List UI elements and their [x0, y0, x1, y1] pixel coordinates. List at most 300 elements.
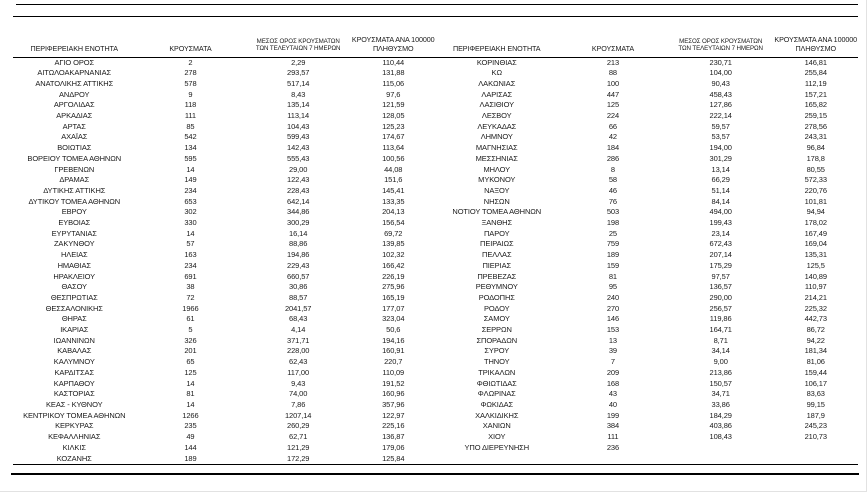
- per100k-cell: 145,41: [382, 185, 405, 195]
- cases-cell: 85: [186, 121, 195, 131]
- region-cell: ΧΑΛΚΙΔΙΚΗΣ: [475, 410, 519, 420]
- region-cell: ΑΝΑΤΟΛΙΚΗΣ ΑΤΤΙΚΗΣ: [35, 78, 114, 88]
- cases-cell: 65: [186, 357, 195, 367]
- cases-cell: 95: [608, 282, 618, 292]
- table-row: [436, 186, 859, 197]
- table-row: [13, 165, 436, 176]
- avg7-cell: 97,57: [711, 271, 730, 281]
- table-row: [436, 154, 859, 165]
- avg7-cell: 136,57: [709, 282, 732, 292]
- per100k-cell: 131,88: [382, 68, 405, 78]
- table-row: [436, 143, 859, 154]
- cases-cell: 111: [607, 432, 619, 442]
- per100k-cell: 128,05: [382, 111, 405, 121]
- region-cell: ΘΕΣΣΑΛΟΝΙΚΗΣ: [45, 303, 103, 313]
- avg7-cell: 403,86: [709, 421, 732, 431]
- col-header-region: ΠΕΡΙΦΕΡΕΙΑΚΗ ΕΝΟΤΗΤΑ: [13, 17, 136, 57]
- cases-cell: 184: [606, 143, 620, 153]
- table-row: [436, 282, 859, 293]
- region-cell: ΠΕΙΡΑΙΩΣ: [480, 239, 514, 249]
- table-row: [13, 368, 436, 379]
- per100k-cell: 110,09: [382, 367, 405, 377]
- avg7-cell: 34,14: [711, 346, 730, 356]
- table-row: [13, 68, 436, 79]
- col-header-cases: ΚΡΟΥΣΜΑΤΑ: [136, 17, 246, 57]
- avg7-cell: 121,29: [287, 442, 310, 452]
- table-row: [436, 100, 859, 111]
- per100k-cell: 187,9: [806, 410, 825, 420]
- cases-cell: 14: [186, 378, 195, 388]
- cases-cell: 240: [606, 292, 620, 302]
- per100k-cell: 225,16: [382, 421, 405, 431]
- cases-cell: 595: [184, 153, 197, 163]
- per100k-cell: 204,13: [382, 207, 405, 217]
- table-row: [13, 389, 436, 400]
- table-row: [436, 293, 859, 304]
- avg7-cell: 517,14: [287, 78, 310, 88]
- table-row: [13, 197, 436, 208]
- per100k-cell: 226,19: [382, 271, 405, 281]
- avg7-cell: 16,14: [289, 228, 308, 238]
- region-cell: [436, 454, 559, 465]
- cases-cell: 125: [606, 100, 620, 110]
- table-row: [436, 304, 859, 315]
- cases-cell: 302: [184, 207, 197, 217]
- per100k-cell: [773, 454, 858, 465]
- region-cell: ΑΡΤΑΣ: [62, 121, 86, 131]
- per100k-cell: 160,96: [382, 389, 405, 399]
- avg7-cell: 119,86: [709, 314, 732, 324]
- avg7-cell: 51,14: [711, 185, 730, 195]
- avg7-cell: 642,14: [287, 196, 310, 206]
- region-cell: ΚΑΒΑΛΑΣ: [57, 346, 92, 356]
- region-cell: ΡΕΘΥΜΝΟΥ: [475, 282, 518, 292]
- per100k-cell: 220,7: [384, 357, 403, 367]
- per100k-cell: 245,23: [804, 421, 827, 431]
- region-cell: ΚΩ: [491, 68, 502, 78]
- per100k-cell: 442,73: [804, 314, 827, 324]
- cases-table-right: [436, 17, 859, 465]
- region-cell: ΗΜΑΘΙΑΣ: [57, 260, 91, 270]
- per100k-cell: 125,84: [382, 453, 405, 463]
- table-row: [13, 261, 436, 272]
- region-cell: ΘΑΣΟΥ: [61, 282, 87, 292]
- region-cell: ΜΗΛΟΥ: [483, 164, 511, 174]
- table-row: [13, 443, 436, 454]
- per100k-cell: 81,06: [806, 357, 825, 367]
- region-cell: ΣΥΡΟΥ: [484, 346, 510, 356]
- table-row: [13, 100, 436, 111]
- table-row: [13, 90, 436, 101]
- avg7-cell: 293,57: [287, 68, 310, 78]
- cases-cell: 201: [184, 346, 197, 356]
- col-header-per100k: ΚΡΟΥΣΜΑΤΑ ΑΝΑ 100000 ΠΛΗΘΥΣΜΟ: [773, 17, 858, 57]
- cases-cell: 278: [184, 68, 197, 78]
- per100k-cell: 165,19: [382, 292, 405, 302]
- per100k-cell: 96,84: [806, 143, 825, 153]
- cases-cell: 61: [186, 314, 195, 324]
- table-row: [436, 400, 859, 411]
- cases-cell: 2: [188, 57, 193, 67]
- region-cell: ΑΓΙΟ ΟΡΟΣ: [54, 57, 95, 67]
- col-header-cases: ΚΡΟΥΣΜΑΤΑ: [558, 17, 668, 57]
- per100k-cell: 112,19: [804, 78, 827, 88]
- region-cell: ΙΩΑΝΝΙΝΩΝ: [53, 335, 95, 345]
- avg7-cell: 68,43: [289, 314, 308, 324]
- region-cell: ΠΡΕΒΕΖΑΣ: [477, 271, 517, 281]
- top-rule-line: [16, 4, 858, 5]
- avg7-cell: 260,29: [287, 421, 310, 431]
- table-row: [436, 432, 859, 443]
- per100k-cell: 115,06: [382, 78, 405, 88]
- per100k-cell: 323,04: [382, 314, 405, 324]
- avg7-cell: 458,43: [709, 89, 732, 99]
- avg7-cell: 84,14: [711, 196, 730, 206]
- avg7-cell: 142,43: [287, 143, 310, 153]
- region-cell: ΕΒΡΟΥ: [61, 207, 87, 217]
- table-row: [436, 165, 859, 176]
- per100k-cell: 121,59: [382, 100, 405, 110]
- table-row: [13, 239, 436, 250]
- per100k-cell: 146,81: [804, 57, 827, 67]
- cases-cell: 159: [606, 260, 620, 270]
- table-row: [13, 272, 436, 283]
- region-cell: ΗΡΑΚΛΕΙΟΥ: [53, 271, 96, 281]
- per100k-cell: 191,52: [382, 378, 405, 388]
- region-cell: ΚΕΑΣ - ΚΥΘΝΟΥ: [46, 400, 103, 409]
- table-row: [436, 421, 859, 432]
- cases-cell: 72: [186, 292, 195, 302]
- per100k-cell: 140,89: [804, 271, 827, 281]
- avg7-cell: 29,00: [289, 164, 308, 174]
- per100k-cell: 178,02: [804, 218, 827, 228]
- cases-cell: 235: [184, 421, 197, 431]
- table-row: [436, 325, 859, 336]
- avg7-cell: 2041,57: [284, 303, 312, 313]
- region-cell: ΦΛΩΡΙΝΑΣ: [477, 389, 516, 399]
- region-cell: ΠΑΡΟΥ: [483, 228, 510, 238]
- col-header-avg7: ΜΕΣΟΣ ΟΡΟΣ ΚΡΟΥΣΜΑΤΩΝ ΤΩΝ ΤΕΛΕΥΤΑΙΩΝ 7 ΗΜΕΡΩΝ: [668, 17, 774, 57]
- avg7-cell: 8,43: [291, 89, 306, 99]
- region-cell: ΡΟΔΟΠΗΣ: [478, 292, 515, 302]
- avg7-cell: 164,71: [709, 325, 732, 335]
- per100k-cell: 125,23: [382, 121, 405, 131]
- region-cell: ΣΕΡΡΩΝ: [481, 325, 512, 335]
- per100k-cell: 151,6: [384, 175, 403, 185]
- region-cell: ΛΕΥΚΑΔΑΣ: [477, 121, 517, 131]
- table-row: [436, 411, 859, 422]
- avg7-cell: 62,43: [289, 357, 308, 367]
- table-row: [436, 122, 859, 133]
- region-cell: ΚΙΛΚΙΣ: [62, 442, 86, 452]
- per100k-cell: 159,44: [804, 367, 827, 377]
- avg7-cell: 122,43: [287, 175, 310, 185]
- table-row: [436, 197, 859, 208]
- table-row: [13, 336, 436, 347]
- region-cell: ΛΑΣΙΘΙΟΥ: [479, 100, 514, 110]
- avg7-cell: 135,14: [287, 100, 310, 110]
- cases-cell: 81: [608, 271, 618, 281]
- cases-cell: 9: [188, 89, 193, 99]
- avg7-cell: 229,43: [287, 260, 310, 270]
- cases-cell: 542: [184, 132, 197, 142]
- table-row: [436, 111, 859, 122]
- bottom-rule-line: [11, 473, 859, 475]
- avg7-cell: 113,14: [287, 111, 310, 121]
- per100k-cell: 135,31: [804, 250, 827, 260]
- per100k-cell: 160,91: [382, 346, 405, 356]
- per100k-cell: 278,56: [804, 121, 827, 131]
- per100k-cell: 174,67: [382, 132, 405, 142]
- region-cell: ΓΡΕΒΕΝΩΝ: [54, 164, 95, 174]
- table-row: [436, 57, 859, 68]
- region-cell: ΧΑΝΙΩΝ: [482, 421, 511, 431]
- table-row: [436, 229, 859, 240]
- region-cell: ΦΘΙΩΤΙΔΑΣ: [476, 378, 517, 388]
- table-row: [436, 346, 859, 357]
- per100k-cell: 99,15: [806, 400, 825, 409]
- per100k-cell: 225,32: [804, 303, 827, 313]
- per100k-cell: 44,08: [384, 164, 403, 174]
- avg7-cell: 88,57: [289, 292, 308, 302]
- cases-cell: 100: [606, 78, 620, 88]
- cases-cell: [558, 454, 668, 465]
- cases-cell: 5: [188, 325, 193, 335]
- table-row: [13, 314, 436, 325]
- cases-cell: 76: [608, 196, 618, 206]
- region-cell: ΚΑΛΥΜΝΟΥ: [53, 357, 95, 367]
- table-row: [436, 389, 859, 400]
- per100k-cell: 165,82: [804, 100, 827, 110]
- col-header-region: ΠΕΡΙΦΕΡΕΙΑΚΗ ΕΝΟΤΗΤΑ: [436, 17, 559, 57]
- cases-cell: 39: [608, 346, 618, 356]
- per100k-cell: 169,04: [804, 239, 827, 249]
- avg7-cell: 9,00: [713, 357, 728, 367]
- cases-cell: 189: [184, 453, 197, 463]
- region-cell: ΛΕΣΒΟΥ: [481, 111, 512, 121]
- avg7-cell: 228,00: [287, 346, 310, 356]
- per100k-cell: 106,17: [804, 378, 827, 388]
- avg7-cell: 66,29: [711, 175, 730, 185]
- region-cell: ΜΑΓΝΗΣΙΑΣ: [475, 143, 518, 153]
- avg7-cell: 207,14: [709, 250, 732, 260]
- per100k-cell: 110,44: [382, 57, 405, 67]
- avg7-cell: 194,00: [709, 143, 732, 153]
- table-row: [436, 90, 859, 101]
- table-row: [436, 79, 859, 90]
- avg7-cell: 117,00: [287, 367, 310, 377]
- per100k-cell: 166,42: [382, 260, 405, 270]
- per100k-cell: 255,84: [804, 68, 827, 78]
- cases-cell: 14: [186, 228, 195, 238]
- cases-cell: 13: [608, 335, 618, 345]
- avg7-cell: 660,57: [287, 271, 310, 281]
- cases-cell: 224: [606, 111, 620, 121]
- avg7-cell: 62,71: [289, 432, 308, 442]
- avg7-cell: 213,86: [709, 367, 732, 377]
- per100k-cell: 178,8: [806, 153, 825, 163]
- cases-cell: 134: [184, 143, 197, 153]
- avg7-cell: 8,71: [713, 335, 728, 345]
- region-cell: ΘΕΣΠΡΩΤΙΑΣ: [50, 292, 98, 302]
- avg7-cell: [668, 454, 774, 465]
- region-cell: ΜΕΣΣΗΝΙΑΣ: [475, 153, 518, 163]
- region-cell: ΑΧΑΪΑΣ: [61, 132, 88, 142]
- table-row: [13, 143, 436, 154]
- table-row: [13, 132, 436, 143]
- cases-cell: 38: [186, 282, 195, 292]
- table-row: [13, 421, 436, 432]
- region-cell: ΡΟΔΟΥ: [483, 303, 510, 313]
- region-cell: ΞΑΝΘΗΣ: [481, 218, 513, 228]
- cases-cell: 384: [606, 421, 620, 431]
- table-row: [436, 239, 859, 250]
- per100k-cell: 133,35: [382, 196, 405, 206]
- region-cell: ΙΚΑΡΙΑΣ: [60, 325, 89, 335]
- table-row: [436, 357, 859, 368]
- cases-cell: 199: [606, 410, 620, 420]
- avg7-cell: 34,71: [711, 389, 730, 399]
- region-cell: ΧΙΟΥ: [488, 432, 506, 442]
- region-cell: ΚΑΣΤΟΡΙΑΣ: [53, 389, 95, 399]
- region-cell: ΑΙΤΩΛΟΑΚΑΡΝΑΝΙΑΣ: [37, 68, 112, 78]
- avg7-cell: 172,29: [287, 453, 310, 463]
- col-header-avg7: ΜΕΣΟΣ ΟΡΟΣ ΚΡΟΥΣΜΑΤΩΝ ΤΩΝ ΤΕΛΕΥΤΑΙΩΝ 7 ΗΜΕΡΩΝ: [245, 17, 351, 57]
- avg7-cell: 90,43: [711, 78, 730, 88]
- cases-cell: 189: [606, 250, 620, 260]
- cases-cell: 125: [184, 367, 197, 377]
- region-cell: ΥΠΟ ΔΙΕΡΕΥΝΗΣΗ: [464, 442, 530, 452]
- avg7-cell: 494,00: [709, 207, 732, 217]
- region-cell: ΑΡΚΑΔΙΑΣ: [56, 111, 93, 121]
- region-cell: ΑΡΓΟΛΙΔΑΣ: [53, 100, 95, 110]
- avg7-cell: 194,86: [287, 250, 310, 260]
- cases-cell: 503: [606, 207, 620, 217]
- per100k-cell: 243,31: [804, 132, 827, 142]
- avg7-cell: 175,29: [709, 260, 732, 270]
- cases-cell: 270: [606, 303, 620, 313]
- cases-cell: 46: [608, 185, 618, 195]
- table-row: [13, 154, 436, 165]
- cases-cell: 118: [184, 100, 197, 110]
- table-row: [13, 400, 436, 411]
- table-row: [13, 304, 436, 315]
- per100k-cell: 102,32: [382, 250, 405, 260]
- avg7-cell: 33,86: [711, 400, 730, 409]
- avg7-cell: 150,57: [709, 378, 732, 388]
- region-cell: ΠΙΕΡΙΑΣ: [482, 260, 512, 270]
- per100k-cell: 86,72: [806, 325, 825, 335]
- table-row: [436, 250, 859, 261]
- avg7-cell: 127,86: [709, 100, 732, 110]
- region-cell: ΝΗΣΩΝ: [483, 196, 510, 206]
- table-row: [436, 261, 859, 272]
- per100k-cell: 69,72: [384, 228, 403, 238]
- avg7-cell: 30,86: [289, 282, 308, 292]
- per100k-cell: 194,16: [382, 335, 405, 345]
- cases-cell: 330: [184, 218, 197, 228]
- per100k-cell: 97,6: [386, 89, 401, 99]
- cases-cell: 209: [606, 367, 620, 377]
- table-header-right: [436, 17, 859, 57]
- region-cell: ΜΥΚΟΝΟΥ: [478, 175, 516, 185]
- table-row: [436, 272, 859, 283]
- table-row: [13, 454, 436, 465]
- table-row: [13, 282, 436, 293]
- cases-cell: 40: [608, 400, 618, 409]
- col-header-per100k: ΚΡΟΥΣΜΑΤΑ ΑΝΑ 100000 ΠΛΗΘΥΣΜΟ: [351, 17, 436, 57]
- avg7-cell: 88,86: [289, 239, 308, 249]
- table-row: [13, 346, 436, 357]
- cases-cell: 286: [606, 153, 620, 163]
- table-row: [13, 432, 436, 443]
- region-cell: ΚΕΝΤΡΙΚΟΥ ΤΟΜΕΑ ΑΘΗΝΩΝ: [23, 410, 126, 420]
- cases-cell: 111: [184, 111, 196, 121]
- region-cell: ΕΥΒΟΙΑΣ: [58, 218, 91, 228]
- cases-cell: 43: [608, 389, 618, 399]
- avg7-cell: 2,29: [291, 57, 306, 67]
- avg7-cell: 199,43: [709, 218, 732, 228]
- cases-cell: 447: [606, 89, 620, 99]
- table-row: [436, 218, 859, 229]
- cases-cell: 691: [184, 271, 197, 281]
- region-cell: ΑΝΔΡΟΥ: [59, 89, 90, 99]
- avg7-cell: 301,29: [709, 153, 732, 163]
- region-cell: ΝΑΞΟΥ: [484, 185, 510, 195]
- avg7-cell: 13,14: [711, 164, 730, 174]
- region-cell: ΚΟΡΙΝΘΙΑΣ: [476, 57, 517, 67]
- per100k-cell: 210,73: [804, 432, 827, 442]
- avg7-cell: 23,14: [711, 228, 730, 238]
- table-row: [13, 325, 436, 336]
- per100k-cell: 136,87: [382, 432, 405, 442]
- cases-cell: 66: [608, 121, 618, 131]
- region-cell: ΚΕΦΑΛΛΗΝΙΑΣ: [48, 432, 101, 442]
- cases-cell: 49: [186, 432, 195, 442]
- table-row: [13, 379, 436, 390]
- avg7-cell: 555,43: [287, 153, 310, 163]
- table-row: [13, 293, 436, 304]
- per100k-cell: 167,49: [804, 228, 827, 238]
- table-row: [436, 132, 859, 143]
- region-cell: ΛΑΚΩΝΙΑΣ: [478, 78, 516, 88]
- avg7-cell: 104,00: [709, 68, 732, 78]
- cases-cell: 653: [184, 196, 197, 206]
- avg7-cell: 4,14: [291, 325, 306, 335]
- per100k-cell: [773, 443, 858, 454]
- per100k-cell: 157,21: [804, 89, 827, 99]
- table-row: [13, 207, 436, 218]
- region-cell: ΣΑΜΟΥ: [483, 314, 510, 324]
- cases-cell: 213: [606, 57, 620, 67]
- per100k-cell: 156,54: [382, 218, 405, 228]
- table-row: [13, 79, 436, 90]
- cases-cell: 326: [184, 335, 197, 345]
- cases-cell: 58: [608, 175, 618, 185]
- region-cell: ΒΟΙΩΤΙΑΣ: [57, 143, 92, 153]
- region-cell: ΤΡΙΚΑΛΩΝ: [478, 367, 516, 377]
- per100k-cell: 275,96: [382, 282, 405, 292]
- cases-cell: 57: [186, 239, 195, 249]
- avg7-cell: 7,86: [291, 400, 306, 409]
- avg7-cell: 1207,14: [284, 410, 312, 420]
- avg7-cell: 599,43: [287, 132, 310, 142]
- region-cell: ΕΥΡΥΤΑΝΙΑΣ: [51, 228, 97, 238]
- avg7-cell: 104,43: [287, 121, 310, 131]
- avg7-cell: 108,43: [709, 432, 732, 442]
- per100k-cell: 101,81: [804, 196, 827, 206]
- table-row: [436, 175, 859, 186]
